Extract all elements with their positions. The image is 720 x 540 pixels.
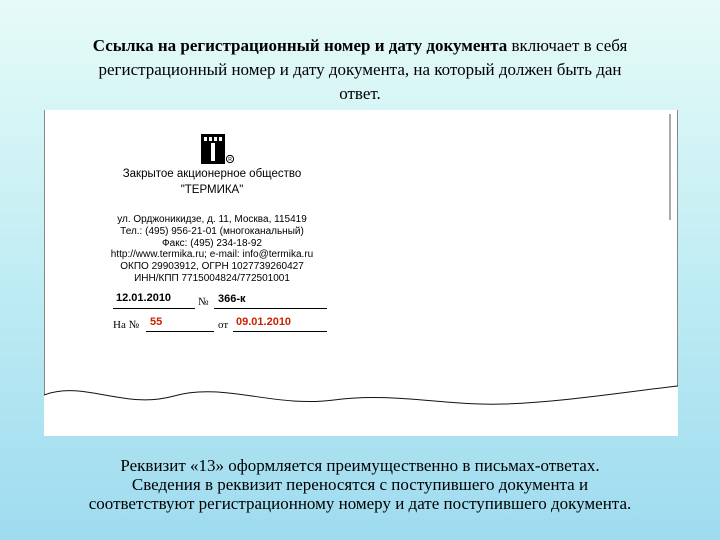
footer-line-1: Реквизит «13» оформляется преимущественно в письмах-ответах. <box>120 456 600 475</box>
company-logo-icon <box>201 134 235 164</box>
heading-line-2: регистрационный номер и дату документа, на который должен быть дан <box>98 60 622 79</box>
org-name-line-2: "ТЕРМИКА" <box>180 184 244 196</box>
org-phone: Тел.: (495) 956-21-01 (многоканальный) <box>120 225 304 237</box>
org-web: http://www.termika.ru; e-mail: info@termika.ru <box>110 249 314 261</box>
reg-date-value: 12.01.2010 <box>116 292 172 304</box>
organization-name <box>100 166 324 198</box>
ref-date-line <box>233 331 327 332</box>
ref-from-label: от <box>218 319 229 331</box>
heading-rest: включает в себя <box>507 36 628 55</box>
footer-line-2: Сведения в реквизит переносятся с поступившего документа и <box>131 475 589 494</box>
footer-line-3: соответствуют регистрационному номеру и дате поступившего документа. <box>88 494 632 513</box>
organization-contacts <box>100 214 324 285</box>
ref-date-value: 09.01.2010 <box>236 316 292 328</box>
org-inn: ИНН/КПП 7715004824/772501001 <box>134 272 290 284</box>
ref-number-value: 55 <box>150 316 163 328</box>
reg-number-line <box>214 308 327 309</box>
org-fax: Факс: (495) 234-18-92 <box>162 237 262 249</box>
reg-number-value: 366-к <box>218 293 246 305</box>
org-okpo: ОКПО 29903912, ОГРН 1027739260427 <box>120 261 304 273</box>
heading-bold: Ссылка на регистрационный номер и дату документа <box>92 36 508 55</box>
heading-line-3: ответ. <box>339 84 381 103</box>
svg-text:R: R <box>228 157 232 163</box>
reg-date-line <box>113 308 195 309</box>
reg-no-label: № <box>198 296 209 308</box>
org-address: ул. Орджоникидзе, д. 11, Москва, 115419 <box>117 214 307 225</box>
org-name-line-1: Закрытое акционерное общество <box>122 168 302 180</box>
slide-heading <box>30 34 690 106</box>
slide-footer <box>20 456 700 513</box>
ref-number-line <box>146 331 214 332</box>
ref-number-label: На № <box>113 319 140 331</box>
